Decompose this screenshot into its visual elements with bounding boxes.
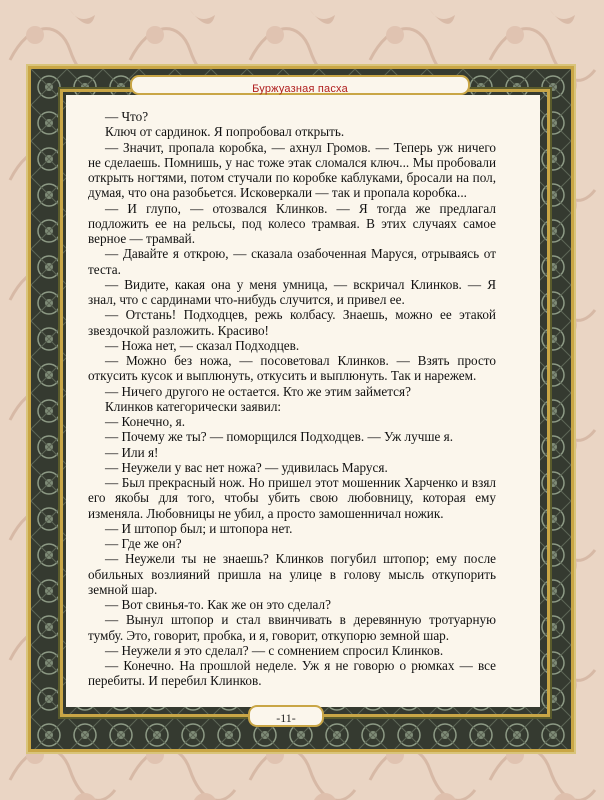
page-number: -11-	[276, 711, 296, 725]
paragraph: — И глупо, — отозвался Клинков. — Я тогда же предлагал подложить ее на рельсы, под колесо трамвая. В этих случаях самое верное — трамвай.	[88, 200, 496, 246]
paragraph: — Видите, какая она у меня умница, — вскричал Клинков. — Я знал, что с сардинами что-нибудь случится, и привел ее.	[88, 276, 496, 307]
paragraph: — Ничего другого не остается. Кто же этим займется?	[105, 383, 411, 399]
paragraph: — Где же он?	[105, 536, 182, 551]
paragraph: — Что?	[105, 109, 149, 124]
page-number-badge	[248, 705, 324, 727]
running-header	[130, 75, 470, 95]
paragraph: — Почему же ты? — поморщился Подходцев. — Уж лучше я.	[105, 429, 454, 445]
paragraph: — Конечно, я.	[105, 414, 186, 429]
paragraph: — Неужели у вас нет ножа? — удивилась Маруся.	[105, 459, 388, 475]
paragraph: — Или я!	[105, 444, 159, 460]
paragraph: — Конечно. На прошлой неделе. Уж я не говорю о рюмках — все перебиты. И перебил Клинков.	[88, 658, 496, 689]
paragraph: — Отстань! Подходцев, режь колбасу. Знаешь, можно ее этакой звездочкой разложить. Красиво!	[88, 307, 496, 338]
paragraph: — Неужели ты не знаешь? Клинков погубил штопор; ему после обильных возлияний пришла на улице в голову мысль откупорить земной шар.	[88, 551, 496, 597]
paragraph: — Значит, пропала коробка, — ахнул Громов. — Теперь уж ничего не сделаешь. Помнишь, у нас тоже этак сломался ключ... Мы пробовали открыть ногтями, потом стучали по коробке каблуками, бросали на пол, думая, что она разобьется. Исковеркали — так и пропала коробка...	[88, 139, 496, 201]
paragraph: Клинков категорически заявил:	[105, 398, 282, 414]
paragraph: — Был прекрасный нож. Но пришел этот мошенник Харченко и взял его якобы для того, чтобы убить свою любовницу, которая ему изменяла. Любовницы не убил, а просто замошенничал ножик.	[88, 475, 496, 521]
paragraph: — Можно без ножа, — посоветовал Клинков. — Взять просто откусить кусок и выплюнуть, откусить и выплюнуть. Так и нарежем.	[88, 353, 496, 384]
paragraph: — Ножа нет, — сказал Подходцев.	[105, 337, 300, 353]
paragraph: — Вот свинья-то. Как же он это сделал?	[105, 597, 331, 612]
paragraph: — Вынул штопор и стал ввинчивать в деревянную тротуарную тумбу. Это, говорит, пробка, и я, говорит, откупорю земной шар.	[88, 612, 496, 643]
paragraph: — Неужели я это сделал? — с сомнением спросил Клинков.	[105, 642, 444, 658]
header-title: Буржуазная пасха	[252, 83, 348, 95]
body-text	[88, 109, 496, 689]
paragraph: — И штопор был; и штопора нет.	[105, 520, 293, 536]
paragraph: — Давайте я открою, — сказала озабоченная Маруся, отрываясь от теста.	[88, 246, 496, 277]
paragraph: Ключ от сардинок. Я попробовал открыть.	[105, 124, 345, 140]
